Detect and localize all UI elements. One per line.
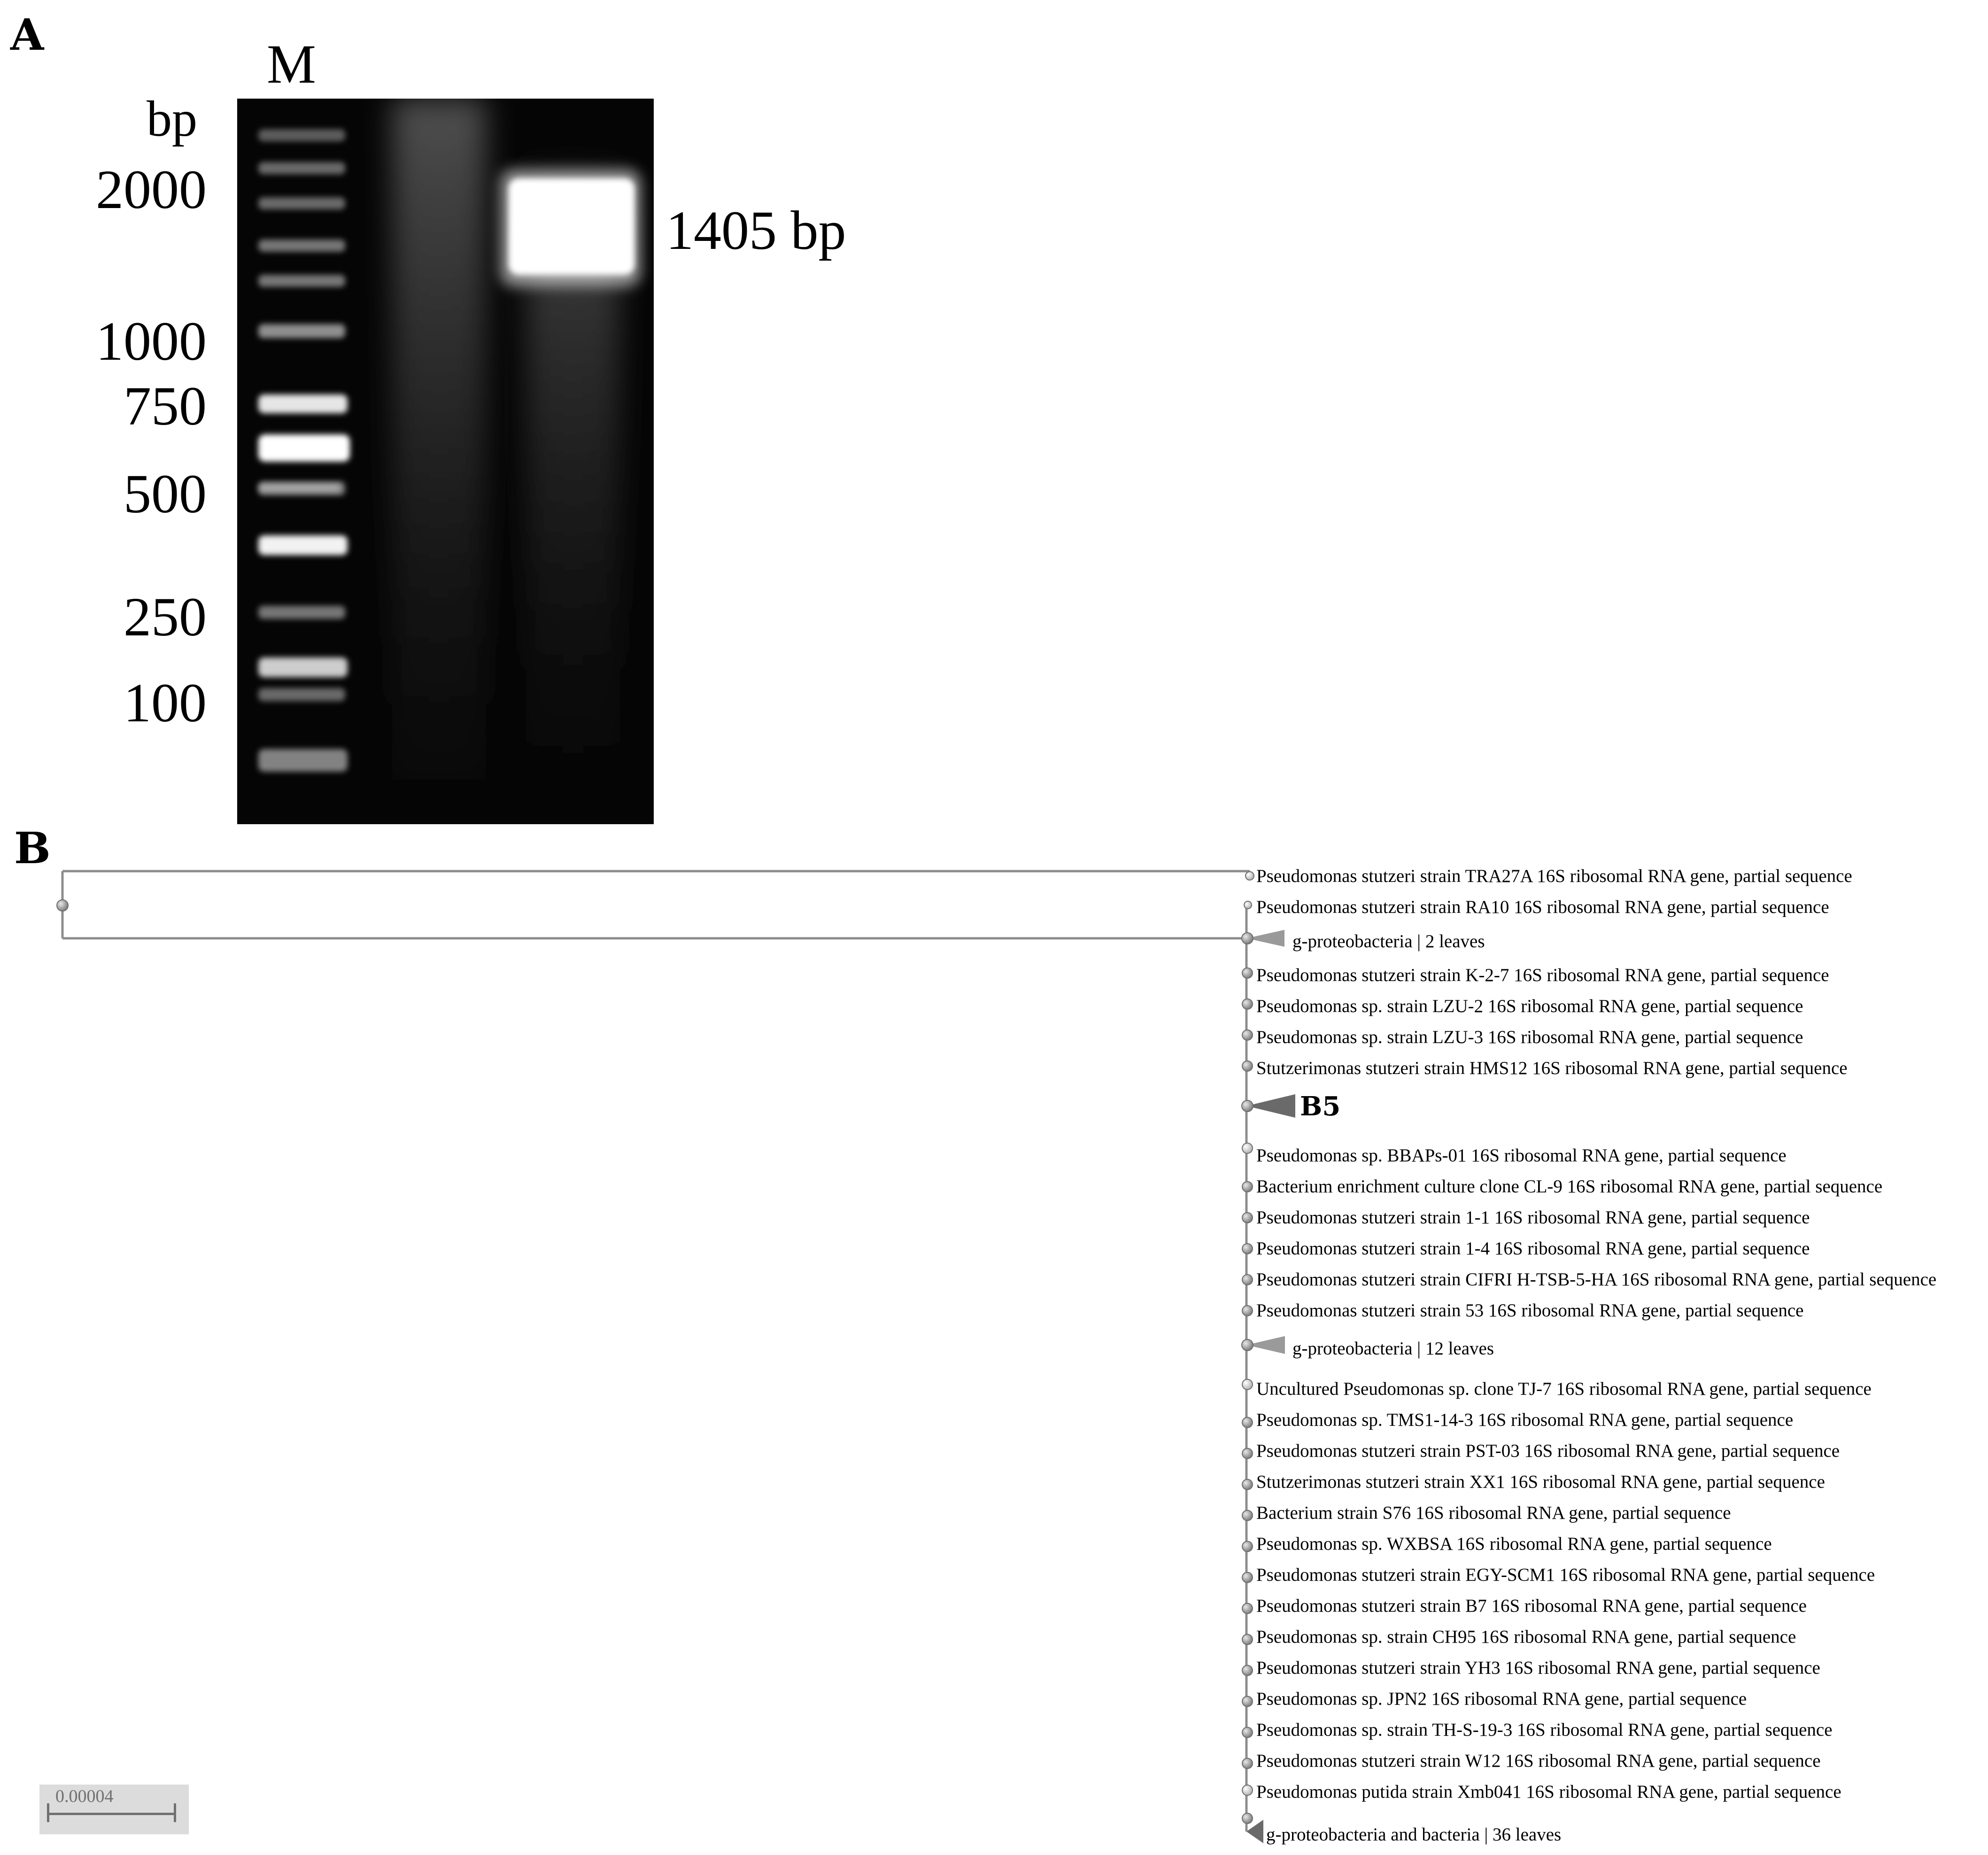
- tree-node: [1242, 1603, 1253, 1614]
- tree-node: [1242, 1479, 1253, 1490]
- tree-node: [1242, 933, 1253, 944]
- tree-leaf-label: Pseudomonas stutzeri strain CIFRI H-TSB-5-HA 16S ribosomal RNA gene, partial sequence: [1256, 1269, 1937, 1290]
- panel-a-label: A: [10, 9, 44, 60]
- scale-bar-box: [39, 1785, 189, 1834]
- band-size-label: 1405 bp: [666, 200, 846, 261]
- tree-leaf-label: Pseudomonas stutzeri strain TRA27A 16S ribosomal RNA gene, partial sequence: [1256, 866, 1852, 886]
- tree-leaf-label: Pseudomonas stutzeri strain 1-4 16S ribosomal RNA gene, partial sequence: [1256, 1238, 1810, 1259]
- unit-label: bp: [147, 91, 197, 147]
- tree-root-node: [57, 900, 68, 911]
- tree-node: [1242, 1379, 1253, 1390]
- tree-leaf-label: Pseudomonas stutzeri strain PST-03 16S ribosomal RNA gene, partial sequence: [1256, 1441, 1840, 1461]
- tree-node: [1242, 1727, 1253, 1738]
- collapsed-clade-label: g-proteobacteria | 12 leaves: [1292, 1338, 1494, 1359]
- marker-size-label: 250: [124, 586, 207, 648]
- tree-node: [1242, 999, 1253, 1009]
- tree-leaf-label: Pseudomonas sp. strain TH-S-19-3 16S ribosomal RNA gene, partial sequence: [1256, 1720, 1833, 1740]
- tree-leaf-label: Stutzerimonas stutzeri strain XX1 16S ribosomal RNA gene, partial sequence: [1256, 1472, 1825, 1492]
- tree-node: [1242, 1572, 1253, 1583]
- query-strain-label: B5: [1300, 1091, 1341, 1122]
- marker-size-label: 750: [124, 375, 207, 437]
- tree-leaf-label: Pseudomonas sp. strain CH95 16S ribosomal RNA gene, partial sequence: [1256, 1627, 1796, 1647]
- tree-node: [1242, 1634, 1253, 1645]
- tree-node: [1242, 1030, 1253, 1040]
- collapsed-clade-label: g-proteobacteria | 2 leaves: [1292, 931, 1485, 951]
- tree-node: [1242, 968, 1253, 978]
- collapsed-clade-label: g-proteobacteria and bacteria | 36 leaves: [1266, 1824, 1562, 1845]
- tree-node: [1242, 1665, 1253, 1676]
- tree-node: [1242, 1244, 1253, 1254]
- tree-leaf-label: Pseudomonas sp. strain LZU-2 16S ribosomal RNA gene, partial sequence: [1256, 996, 1803, 1016]
- tree-node: [1242, 1813, 1253, 1824]
- marker-size-label: 1000: [96, 310, 207, 372]
- marker-lane-label: M: [267, 33, 316, 95]
- tree-node: [1242, 1213, 1253, 1223]
- tree-leaf-label: Pseudomonas stutzeri strain RA10 16S ribosomal RNA gene, partial sequence: [1256, 897, 1829, 917]
- tree-node: [1242, 1785, 1253, 1795]
- tree-leaf-label: Bacterium strain S76 16S ribosomal RNA gene, partial sequence: [1256, 1503, 1731, 1523]
- tree-node: [1242, 1448, 1253, 1459]
- tree-leaf-label: Pseudomonas stutzeri strain EGY-SCM1 16S ribosomal RNA gene, partial sequence: [1256, 1565, 1875, 1585]
- collapsed-clade-triangle: [1246, 1094, 1295, 1118]
- tree-leaf-label: Pseudomonas putida strain Xmb041 16S ribosomal RNA gene, partial sequence: [1256, 1782, 1841, 1802]
- marker-size-label: 2000: [96, 159, 207, 220]
- tree-leaf-label: Pseudomonas stutzeri strain YH3 16S ribosomal RNA gene, partial sequence: [1256, 1658, 1820, 1678]
- tree-node: [1242, 1541, 1253, 1552]
- marker-size-label: 500: [124, 463, 207, 525]
- scale-bar-tick: [47, 1803, 49, 1822]
- tree-leaf-label: Pseudomonas stutzeri strain 1-1 16S ribosomal RNA gene, partial sequence: [1256, 1207, 1810, 1228]
- tree-leaf-label: Pseudomonas stutzeri strain W12 16S ribosomal RNA gene, partial sequence: [1256, 1751, 1821, 1771]
- tree-leaf-label: Pseudomonas sp. TMS1-14-3 16S ribosomal RNA gene, partial sequence: [1256, 1410, 1794, 1430]
- tree-leaf-label: Stutzerimonas stutzeri strain HMS12 16S ribosomal RNA gene, partial sequence: [1256, 1058, 1848, 1078]
- scale-bar-value: 0.00004: [55, 1786, 114, 1806]
- marker-size-label: 100: [124, 672, 207, 734]
- tree-node: [1242, 1758, 1253, 1769]
- panel-b-label: B: [14, 823, 51, 873]
- tree-leaf-label: Pseudomonas sp. BBAPs-01 16S ribosomal RNA gene, partial sequence: [1256, 1145, 1787, 1166]
- tree-leaf-label: Pseudomonas sp. strain LZU-3 16S ribosomal RNA gene, partial sequence: [1256, 1027, 1803, 1047]
- tree-node: [1242, 1339, 1253, 1351]
- tree-leaf-label: Pseudomonas sp. JPN2 16S ribosomal RNA gene, partial sequence: [1256, 1689, 1747, 1709]
- tree-leaf-label: Pseudomonas stutzeri strain 53 16S ribosomal RNA gene, partial sequence: [1256, 1300, 1804, 1321]
- tree-node: [1242, 1061, 1253, 1071]
- scale-bar-tick: [174, 1803, 176, 1822]
- tree-node: [1244, 901, 1252, 909]
- tree-node: [1242, 1182, 1253, 1192]
- tree-node: [1242, 1275, 1253, 1285]
- tree-node: [1242, 1143, 1253, 1153]
- scale-bar: [48, 1813, 175, 1815]
- tree-node: [1242, 1510, 1253, 1521]
- tree-node: [1242, 1417, 1253, 1428]
- tree-node: [1245, 872, 1254, 880]
- tree-leaf-label: Uncultured Pseudomonas sp. clone TJ-7 16S ribosomal RNA gene, partial sequence: [1256, 1379, 1872, 1399]
- tree-leaf-label: Pseudomonas stutzeri strain B7 16S ribosomal RNA gene, partial sequence: [1256, 1596, 1807, 1616]
- tree-node: [1242, 1306, 1253, 1316]
- tree-leaf-label: Pseudomonas sp. WXBSA 16S ribosomal RNA gene, partial sequence: [1256, 1534, 1772, 1554]
- tree-leaf-label: Bacterium enrichment culture clone CL-9 16S ribosomal RNA gene, partial sequence: [1256, 1176, 1883, 1197]
- tree-node: [1242, 1100, 1253, 1112]
- tree-leaf-label: Pseudomonas stutzeri strain K-2-7 16S ribosomal RNA gene, partial sequence: [1256, 965, 1829, 985]
- tree-node: [1242, 1696, 1253, 1707]
